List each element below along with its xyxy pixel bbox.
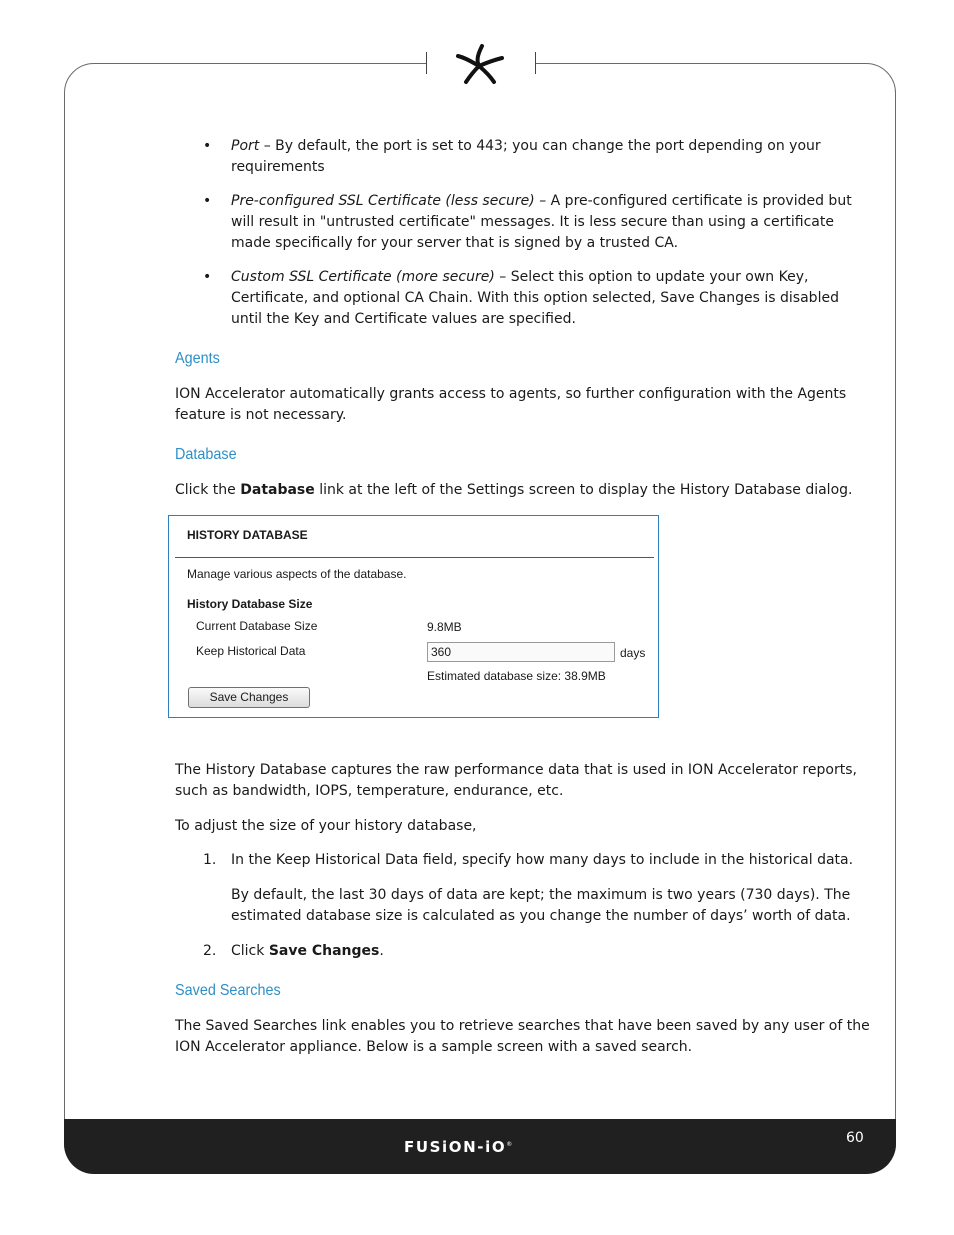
header-rule-left <box>426 52 427 74</box>
bullet-marker: • <box>203 138 212 154</box>
save-changes-button[interactable]: Save Changes <box>188 687 310 708</box>
step-2-text: Click Save Changes. <box>231 943 384 959</box>
bullet-marker: • <box>203 193 212 209</box>
days-unit-label: days <box>620 646 646 660</box>
bullet-port: Port – By default, the port is set to 443; you can change the port depending on your requirements <box>231 138 821 175</box>
step-1-text: In the Keep Historical Data field, specify how many days to include in the historical data. <box>231 852 854 868</box>
dialog-section-title: History Database Size <box>187 597 313 611</box>
keep-historical-label: Keep Historical Data <box>196 644 306 658</box>
adjust-intro: To adjust the size of your history database, <box>175 818 477 834</box>
bullet-preconfigured-ssl: Pre-configured SSL Certificate (less secure) – A pre-configured certificate is provided but will result in "untrusted certificate" messages. It is less secure than using a certificate made specifically for your server that is signed by a trusted CA. <box>231 193 852 251</box>
database-intro: Click the Database link at the left of the Settings screen to display the History Database dialog. <box>175 482 853 498</box>
bullet-marker: • <box>203 269 212 285</box>
history-database-dialog <box>168 515 659 718</box>
step-number: 1. <box>203 852 217 868</box>
dialog-description: Manage various aspects of the database. <box>187 567 407 581</box>
saved-searches-paragraph: The Saved Searches link enables you to retrieve searches that have been saved by any user of the ION Accelerator appliance. Below is a sample screen with a saved search. <box>175 1018 870 1055</box>
estimated-size-text: Estimated database size: 38.9MB <box>427 669 606 683</box>
fusion-io-star-icon <box>452 42 508 88</box>
current-size-label: Current Database Size <box>196 619 318 633</box>
step-1-note: By default, the last 30 days of data are kept; the maximum is two years (730 days). The estimated database size is calculated as you change the number of days’ worth of data. <box>231 887 851 924</box>
heading-agents: Agents <box>175 350 220 367</box>
keep-historical-input[interactable]: 360 <box>427 642 615 662</box>
current-size-value: 9.8MB <box>427 620 462 634</box>
dialog-title: HISTORY DATABASE <box>187 528 308 542</box>
bullet-custom-ssl: Custom SSL Certificate (more secure) – Select this option to update your own Key, Certificate, and optional CA Chain. With this option selected, Save Changes is disabled until the Key and Certificate values are specified. <box>231 269 839 327</box>
heading-saved-searches: Saved Searches <box>175 982 281 999</box>
step-number: 2. <box>203 943 217 959</box>
history-paragraph: The History Database captures the raw performance data that is used in ION Accelerator reports, such as bandwidth, IOPS, temperature, endurance, etc. <box>175 762 857 799</box>
fusion-io-logo: FUSiON-iO® <box>404 1138 514 1156</box>
agents-paragraph: ION Accelerator automatically grants access to agents, so further configuration with the Agents feature is not necessary. <box>175 386 847 423</box>
heading-database: Database <box>175 446 237 463</box>
dialog-divider <box>175 557 654 558</box>
page-number: 60 <box>846 1130 864 1146</box>
header-rule-right <box>535 52 536 74</box>
